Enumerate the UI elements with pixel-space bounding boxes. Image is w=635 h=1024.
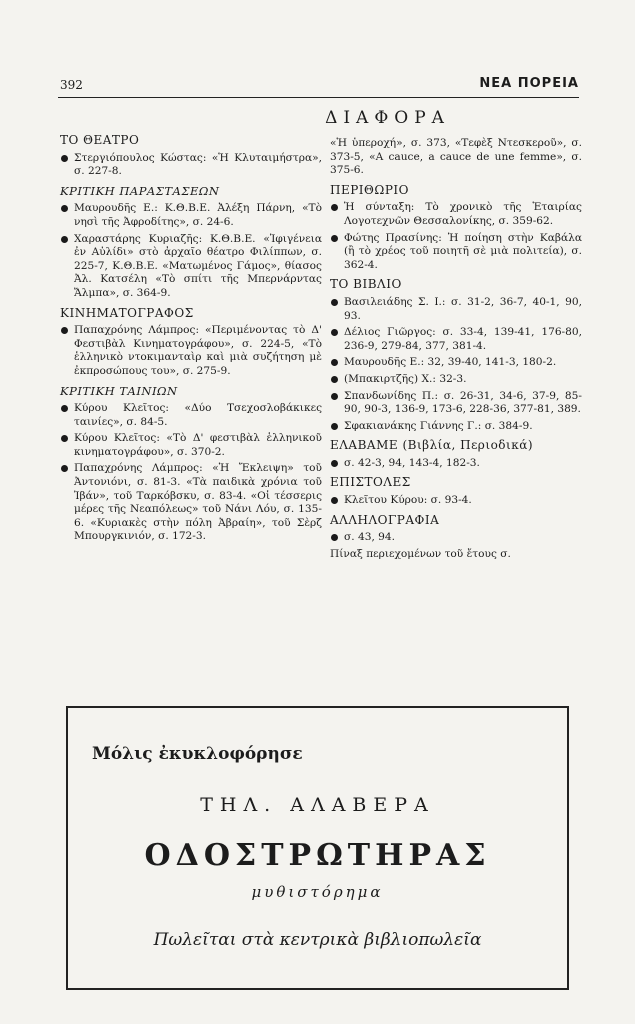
index-entry: Σφακιανάκης Γιάννης Γ.: σ. 384-9.	[330, 420, 582, 434]
index-entry: Παπαχρόνης Λάμπρος: «Περιμένοντας τὸ Δ' Φεστιβὰλ Κινηματογράφου», σ. 224-5, «Τὸ ἑλληνικὸ ντοκιμανταὶρ καὶ μιὰ συζήτηση μὲ ἐκπροσώπους του», σ. 275-9.	[60, 324, 322, 378]
section-title: ΔΙΑΦΟΡΑ	[325, 108, 450, 128]
ad-book-title: ΟΔΟΣΤΡΩΤΗΡΑΣ	[144, 838, 491, 873]
section-heading: ΚΡΙΤΙΚΗ ΠΑΡΑΣΤΑΣΕΩΝ	[60, 183, 220, 198]
journal-title: ΝΕΑ ΠΟΡΕΙΑ	[479, 76, 579, 91]
index-entry: Μαυρουδῆς Ε.: 32, 39-40, 141-3, 180-2.	[330, 356, 582, 370]
ad-author: ΤΗΛ. ΑΛΑΒΕΡΑ	[200, 794, 435, 816]
index-entry: Στεργιόπουλος Κώστας: «Ἡ Κλυταιμήστρα», σ. 227-8.	[60, 152, 322, 179]
index-entry: Βασιλειάδης Σ. Ι.: σ. 31-2, 36-7, 40-1, 90, 93.	[330, 296, 582, 323]
index-entry: σ. 43, 94.	[330, 531, 582, 545]
index-entry: Πίναξ περιεχομένων τοῦ ἔτους σ.	[330, 547, 511, 560]
page-number: 392	[60, 78, 83, 92]
index-entry: Παπαχρόνης Λάμπρος: «Ἡ Ἔκλειψη» τοῦ Ἀντονιόνι, σ. 81-3. «Τὰ παιδικὰ χρόνια τοῦ Ἰβάν», τοῦ Ταρκόβσκυ, σ. 83-4. «Οἱ τέσσερις μέρες τῆς Νεαπόλεως» τοῦ Νάνι Λόυ, σ. 135-6. «Κυριακὲς στὴν πόλη Ἀβραίη», τοῦ Σὲρζ Μπουργκινιόν, σ. 172-3.	[60, 462, 322, 544]
index-entry: Κλεῖτου Κύρου: σ. 93-4.	[330, 494, 582, 508]
ad-genre: μυθιστόρημα	[251, 883, 384, 901]
index-entry: Χαραστάρης Κυριαζῆς: Κ.Θ.Β.Ε. «Ἰφιγένεια ἐν Αὐλίδι» στὸ ἀρχαῖο θέατρο Φιλίππων, σ. 225-7, Κ.Θ.Β.Ε. «Ματωμένος Γάμος», θίασος Ἀλ. Κατσέλη «Τὸ σπίτι τῆς Μπερνάρντας Ἄλμπα», σ. 364-9.	[60, 233, 322, 301]
section-heading: ΑΛΛΗΛΟΓΡΑΦΙΑ	[330, 512, 440, 527]
index-entry: Ἡ σύνταξη: Τὸ χρονικὸ τῆς Ἑταιρίας Λογοτεχνῶν Θεσσαλονίκης, σ. 359-62.	[330, 201, 582, 228]
section-heading: ΠΕΡΙΘΩΡΙΟ	[330, 182, 409, 197]
section-heading: ΕΠΙΣΤΟΛΕΣ	[330, 475, 411, 490]
ad-intro: Μόλις ἐκυκλοφόρησε	[92, 744, 303, 764]
index-entry: (Μπακιρτζῆς) Χ.: 32-3.	[330, 373, 582, 387]
index-entry: Δέλιος Γιῶργος: σ. 33-4, 139-41, 176-80, 236-9, 279-84, 377, 381-4.	[330, 326, 582, 353]
section-heading: ΚΡΙΤΙΚΗ ΤΑΙΝΙΩΝ	[60, 383, 178, 398]
index-entry: Φώτης Πρασίνης: Ἡ ποίηση στὴν Καβάλα (ἢ τὸ χρέος τοῦ ποιητῆ σὲ μιὰ πολιτεία), σ. 362-4.	[330, 232, 582, 273]
index-entry: «Ἡ ὑπεροχή», σ. 373, «Τεφὲξ Ντεσκεροῦ», σ. 373-5, «A cauce, a cauce de une femme», σ. 375-6.	[330, 137, 582, 177]
index-entry: Κύρου Κλεῖτος: «Δύο Τσεχοσλοβάκικες ταινίες», σ. 84-5.	[60, 402, 322, 429]
section-heading: ΕΛΑΒΑΜΕ (Βιβλία, Περιοδικά)	[330, 438, 534, 453]
section-heading: ΤΟ ΘΕΑΤΡΟ	[60, 133, 140, 147]
section-heading: ΤΟ ΒΙΒΛΙΟ	[330, 277, 402, 292]
index-entry: Μαυρουδῆς Ε.: Κ.Θ.Β.Ε. Ἀλέξη Πάρνη, «Τὸ νησὶ τῆς Ἀφροδίτης», σ. 24-6.	[60, 202, 322, 229]
ad-sale-note: Πωλεῖται στὰ κεντρικὰ βιβλιοπωλεῖα	[153, 930, 482, 950]
index-entry: Κύρου Κλεῖτος: «Τὸ Δ' φεστιβὰλ ἑλληνικοῦ κινηματογράφου», σ. 370-2.	[60, 432, 322, 459]
advertisement-box	[66, 706, 569, 990]
right-column	[330, 134, 582, 564]
section-heading: ΚΙΝΗΜΑΤΟΓΡΑΦΟΣ	[60, 305, 194, 320]
left-column	[60, 134, 322, 547]
header-rule	[58, 97, 579, 98]
index-entry: Σπανδωνίδης Π.: σ. 26-31, 34-6, 37-9, 85-90, 90-3, 136-9, 173-6, 228-36, 377-81, 389.	[330, 390, 582, 417]
index-entry: σ. 42-3, 94, 143-4, 182-3.	[330, 457, 582, 471]
